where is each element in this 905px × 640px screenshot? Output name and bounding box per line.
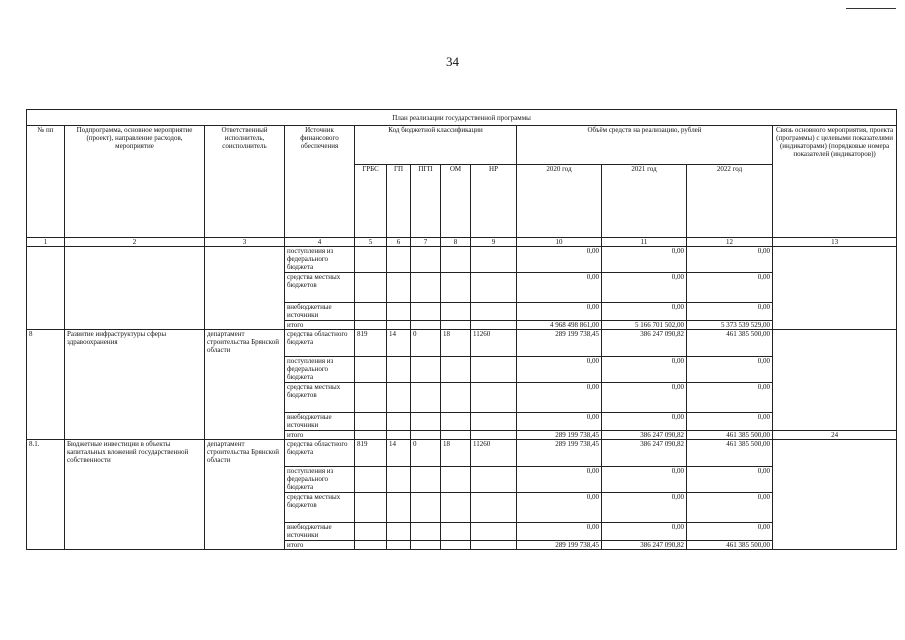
- om-cell: 18: [441, 440, 471, 467]
- plan-table: [26, 109, 897, 550]
- col-number: 7: [411, 238, 441, 247]
- nr-cell: 11260: [471, 440, 517, 467]
- gp-cell: 14: [387, 440, 411, 467]
- header-executor: Ответственный исполнитель, соисполнитель: [205, 126, 285, 238]
- source-regional: средства областного бюджета: [285, 330, 355, 357]
- value-cell: 0,00: [602, 383, 687, 413]
- col-number: 1: [27, 238, 65, 247]
- value-cell: 0,00: [687, 357, 773, 383]
- value-cell: 0,00: [517, 383, 602, 413]
- header-2020: 2020 год: [517, 165, 602, 238]
- row-name: Развитие инфраструктуры сферы здравоохранения: [65, 330, 205, 440]
- indicator-cell: 24: [773, 431, 897, 440]
- col-number: 11: [602, 238, 687, 247]
- gp-cell: 14: [387, 330, 411, 357]
- col-number: 12: [687, 238, 773, 247]
- pgp-cell: 0: [411, 330, 441, 357]
- value-cell: 0,00: [687, 493, 773, 523]
- source-federal: поступления из федерального бюджета: [285, 467, 355, 493]
- header-source: Источник финансового обеспечения: [285, 126, 355, 238]
- value-cell: 461 385 500,00: [687, 440, 773, 467]
- header-2022: 2022 год: [687, 165, 773, 238]
- source-total: итого: [285, 541, 355, 550]
- value-cell: 0,00: [517, 523, 602, 541]
- source-local: средства местных бюджетов: [285, 383, 355, 413]
- header-nr: НР: [471, 165, 517, 238]
- header-num: № пп: [27, 126, 65, 238]
- value-cell: 289 199 738,45: [517, 440, 602, 467]
- col-number: 10: [517, 238, 602, 247]
- value-cell: 0,00: [687, 247, 773, 273]
- source-local: средства местных бюджетов: [285, 273, 355, 303]
- col-number: 6: [387, 238, 411, 247]
- row-executor: департамент строительства Брянской области: [205, 330, 285, 440]
- header-om: ОМ: [441, 165, 471, 238]
- header-subprogram: Подпрограмма, основное мероприятие (проект), направление расходов, мероприятие: [65, 126, 205, 238]
- value-cell: 0,00: [602, 467, 687, 493]
- table-row: [27, 247, 897, 273]
- col-number: 3: [205, 238, 285, 247]
- total-cell: 5 166 701 502,00: [602, 321, 687, 330]
- col-number: 8: [441, 238, 471, 247]
- col-number: 4: [285, 238, 355, 247]
- value-cell: 461 385 500,00: [687, 330, 773, 357]
- value-cell: 0,00: [602, 413, 687, 431]
- value-cell: 0,00: [517, 493, 602, 523]
- value-cell: 0,00: [687, 413, 773, 431]
- om-cell: 18: [441, 330, 471, 357]
- header-2021: 2021 год: [602, 165, 687, 238]
- nr-cell: 11260: [471, 330, 517, 357]
- row-executor: департамент строительства Брянской области: [205, 440, 285, 550]
- value-cell: 0,00: [517, 357, 602, 383]
- table-row: [27, 330, 897, 357]
- source-federal: поступления из федерального бюджета: [285, 357, 355, 383]
- grbs-cell: 819: [355, 330, 387, 357]
- total-cell: 5 373 539 529,00: [687, 321, 773, 330]
- value-cell: 386 247 090,82: [602, 440, 687, 467]
- corner-rule: [846, 8, 896, 9]
- source-local: средства местных бюджетов: [285, 493, 355, 523]
- source-federal: поступления из федерального бюджета: [285, 247, 355, 273]
- source-offbudget: внебюджетные источники: [285, 413, 355, 431]
- pgp-cell: 0: [411, 440, 441, 467]
- source-total: итого: [285, 431, 355, 440]
- value-cell: 0,00: [517, 413, 602, 431]
- col-number: 2: [65, 238, 205, 247]
- page-number: 34: [446, 54, 459, 69]
- value-cell: 0,00: [517, 273, 602, 303]
- table-row: [27, 440, 897, 467]
- col-number: 5: [355, 238, 387, 247]
- source-offbudget: внебюджетные источники: [285, 303, 355, 321]
- value-cell: 0,00: [602, 357, 687, 383]
- header-link: Связь основного мероприятия, проекта (программы) с целевыми показателями (индикаторами) (порядковые номера показателей (индикаторов)): [773, 126, 897, 238]
- value-cell: 0,00: [687, 467, 773, 493]
- header-grbs: ГРБС: [355, 165, 387, 238]
- value-cell: 0,00: [602, 523, 687, 541]
- value-cell: 0,00: [602, 273, 687, 303]
- value-cell: 0,00: [517, 303, 602, 321]
- header-volume: Объём средств на реализацию, рублей: [517, 126, 773, 165]
- value-cell: 0,00: [602, 247, 687, 273]
- row-num: 8: [27, 330, 65, 440]
- total-cell: 461 385 500,00: [687, 541, 773, 550]
- total-cell: 386 247 090,82: [602, 431, 687, 440]
- col-number: 9: [471, 238, 517, 247]
- source-regional: средства областного бюджета: [285, 440, 355, 467]
- total-cell: 289 199 738,45: [517, 431, 602, 440]
- total-cell: 461 385 500,00: [687, 431, 773, 440]
- value-cell: 289 199 738,45: [517, 330, 602, 357]
- total-cell: 386 247 090,82: [602, 541, 687, 550]
- table-title: План реализации государственной программы: [27, 110, 897, 126]
- value-cell: 0,00: [602, 493, 687, 523]
- value-cell: 386 247 090,82: [602, 330, 687, 357]
- value-cell: 0,00: [517, 467, 602, 493]
- header-gp: ГП: [387, 165, 411, 238]
- value-cell: 0,00: [687, 273, 773, 303]
- row-num: 8.1.: [27, 440, 65, 550]
- grbs-cell: 819: [355, 440, 387, 467]
- source-total: итого: [285, 321, 355, 330]
- value-cell: 0,00: [517, 247, 602, 273]
- value-cell: 0,00: [687, 303, 773, 321]
- value-cell: 0,00: [602, 303, 687, 321]
- header-bk-code: Код бюджетной классификации: [355, 126, 517, 165]
- total-cell: 289 199 738,45: [517, 541, 602, 550]
- value-cell: 0,00: [687, 523, 773, 541]
- header-pgp: ПГП: [411, 165, 441, 238]
- col-number: 13: [773, 238, 897, 247]
- value-cell: 0,00: [687, 383, 773, 413]
- total-cell: 4 968 498 861,00: [517, 321, 602, 330]
- row-name: Бюджетные инвестиции в объекты капитальных вложений государственной собственности: [65, 440, 205, 550]
- source-offbudget: внебюджетные источники: [285, 523, 355, 541]
